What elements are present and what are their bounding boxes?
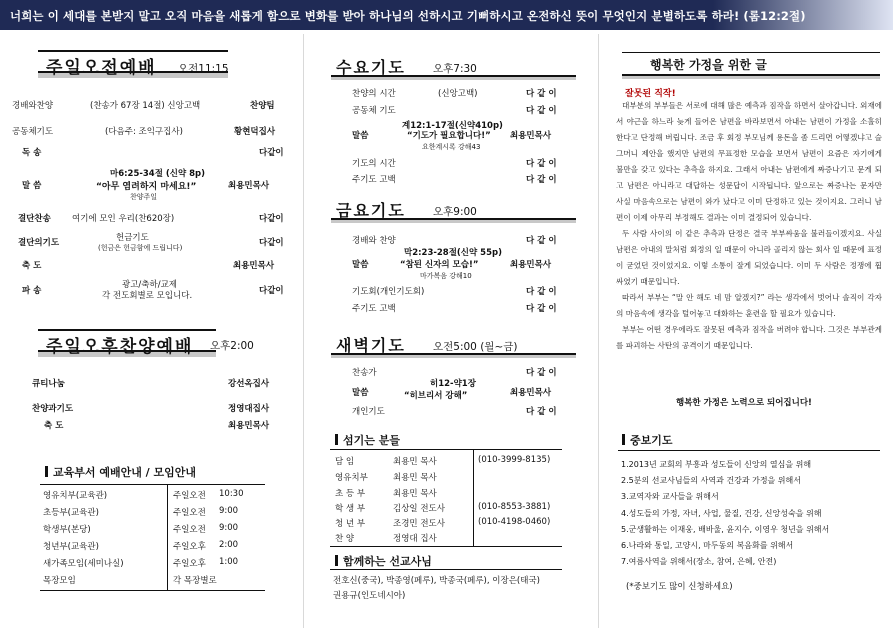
missionaries-line2: 권용규(인도네시아) — [333, 591, 406, 601]
education-top-rule — [40, 484, 265, 485]
friday-title: 금요기도 오후9:00 — [328, 198, 578, 224]
prayer-rule — [618, 450, 880, 451]
prayer-title: 중보기도 — [622, 432, 673, 448]
missionaries-rule — [330, 569, 562, 570]
missionaries-title: 함께하는 선교사님 — [335, 553, 432, 569]
family-article — [616, 98, 882, 354]
dawn-title: 새벽기도 오전5:00 (월~금) — [328, 333, 578, 359]
header-verse: 너희는 이 세대를 본받지 말고 오직 마음을 새롭게 함으로 변화를 받아 하나님의 선하시고 기뻐하시고 온전하신 뜻이 무엇인지 분별하도록 하라! (롬12:2절) — [10, 9, 806, 23]
education-col-rule — [167, 484, 168, 590]
servers-col-rule — [473, 449, 474, 546]
family-paragraph: 부부는 어떤 경우에라도 잘못된 예측과 짐작을 버려야 합니다. 그것은 부부관계를 파괴하는 사탄의 공격이기 때문입니다. — [616, 325, 882, 350]
list-item: 7.여름사역을 위해서(장소, 참여, 은혜, 안전) — [621, 557, 777, 566]
servers-top-rule — [330, 449, 562, 450]
wednesday-title: 수요기도 오후7:30 — [328, 55, 578, 81]
column-divider-right — [598, 34, 599, 628]
list-item: 5.군생활하는 이재웅, 배바울, 윤지수, 이영우 청년을 위해서 — [621, 525, 830, 534]
missionaries-line1: 전호신(중국), 박종영(페루), 박종국(페루), 이장은(태국) — [333, 576, 540, 586]
education-bottom-rule — [40, 590, 265, 591]
family-title-box — [622, 52, 880, 76]
header-banner — [0, 0, 893, 30]
list-item: 6.나라와 통일, 고양시, 마두동의 복음화를 위해서 — [621, 541, 794, 550]
family-subtitle: 잘못된 직작! — [625, 89, 676, 99]
column-divider-left — [303, 34, 304, 628]
prayer-note: (*중보기도 많이 신청하세요) — [626, 582, 733, 592]
servers-bottom-rule — [330, 546, 562, 547]
family-paragraph: 대부분의 부부들은 서로에 대해 많은 예측과 짐작을 하면서 살아갑니다. 외재에서 야근을 하느라 늦게 들어온 남편을 바라보면서 아내는 남편이 가정을 소홀히 한다고 단정해 버립니다. 조금 후 회정 부모님께 용돈을 좀 드리면 어떻겠냐고 슬그머니 제안을 했지만 남편의 무표정한 모습을 보면서 남편이 요즘은 자기에게 불만을 갖고 있다는 추측을 하지요. 그래서 아내는 남편에게 짜증나기고 문게 되고 남편은 아니라고 대답하는 성문답이 시작됩니다. 앞으로는 짜증나는 문자만 사실 마음속으로는 남편이 와가 났다고 이미 단정하고 있는 것이지요. 그러니 남편이 이제 아무리 부정해도 결과는 이미 결정되어 있습니다. — [616, 101, 882, 222]
sunday-morning-title: 주일오전예배 오전11:15 — [32, 47, 282, 77]
list-item: 1.2013년 교회의 부흥과 성도들이 신앙의 열심을 위해 — [621, 460, 812, 469]
education-title: 교육부서 예배안내 / 모임안내 — [45, 464, 196, 480]
servers-title: 섬기는 분들 — [335, 432, 400, 448]
list-item: 4.성도들의 가정, 자녀, 사업, 물질, 건강, 신앙성숙을 위해 — [621, 509, 822, 518]
sunday-afternoon-title: 주일오후찬양예배 오후2:00 — [32, 326, 282, 356]
list-item: 2.5분의 선교사님들의 사역과 건강과 가정을 위해서 — [621, 476, 801, 485]
family-paragraph: 두 사람 사이의 이 같은 추측과 단정은 결국 부부싸움을 불러들이겠지요. 사실 남편은 아내의 말처럼 회정의 일 때문이 아니라 골리지 않는 회사 일 때문에 표정이 굳었던 것이었지요. 이렇 소통이 잘게 되었습니다. 이미 두 사람은 정쟁에 휩싸였기 때문입니다. — [616, 229, 882, 286]
list-item: 3.교역자와 교사들을 위해서 — [621, 492, 719, 501]
family-closing: 행복한 가정은 노력으로 되어집니다! — [676, 398, 812, 408]
family-paragraph: 따라서 부부는 “말 안 해도 네 맘 알겠지?” 라는 생각에서 벗어나 솔직이 각자의 마음속에 생각을 털어놓고 대화하는 훈련을 할 필요가 있습니다. — [616, 293, 882, 318]
family-title: 행복한 가정을 위한 글 — [650, 58, 767, 72]
